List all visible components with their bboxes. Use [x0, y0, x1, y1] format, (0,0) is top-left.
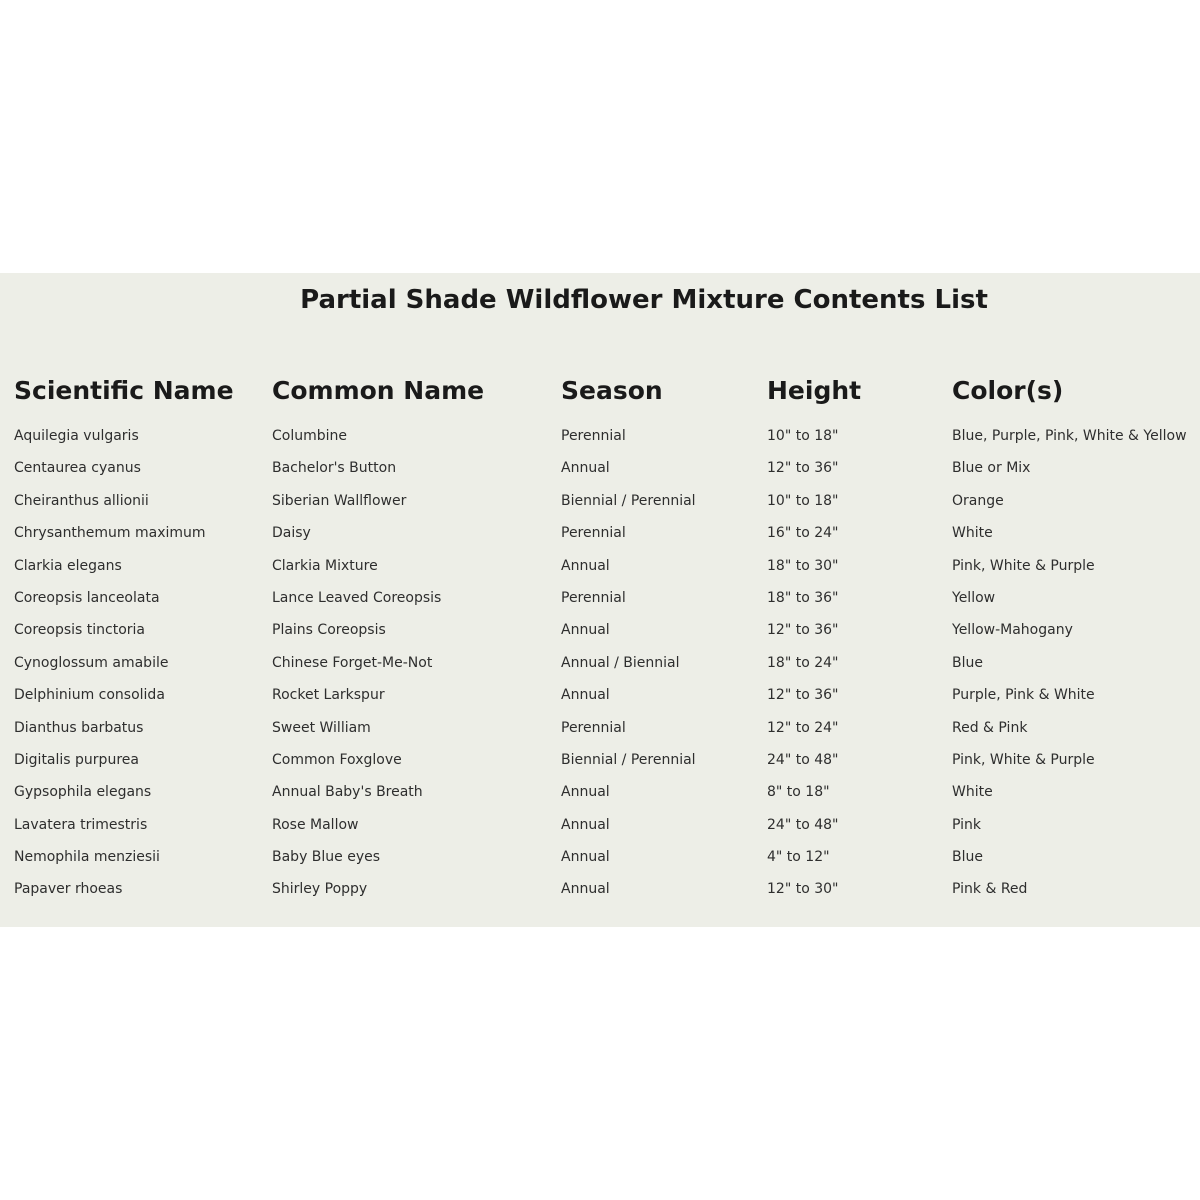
header-common-name: Common Name [272, 376, 485, 405]
cell-season: Biennial / Perennial [561, 492, 696, 509]
cell-colors: Pink [952, 816, 982, 833]
table-row [0, 849, 1200, 881]
cell-height: 8" to 18" [767, 784, 830, 801]
cell-height: 12" to 36" [767, 460, 839, 477]
cell-season: Annual [561, 622, 610, 639]
cell-scientific-name: Clarkia elegans [14, 557, 122, 574]
cell-common-name: Sweet William [272, 719, 371, 736]
table-body [0, 428, 1200, 914]
cell-season: Perennial [561, 428, 626, 444]
cell-season: Annual [561, 687, 610, 704]
cell-common-name: Rocket Larkspur [272, 687, 385, 704]
cell-scientific-name: Coreopsis lanceolata [14, 589, 160, 606]
cell-height: 12" to 36" [767, 687, 839, 704]
cell-common-name: Annual Baby's Breath [272, 784, 423, 801]
header-colors: Color(s) [952, 376, 1064, 405]
table-row [0, 655, 1200, 687]
cell-height: 18" to 36" [767, 589, 839, 606]
cell-scientific-name: Digitalis purpurea [14, 751, 139, 768]
cell-colors: White [952, 525, 993, 542]
cell-height: 24" to 48" [767, 751, 839, 768]
table-row [0, 428, 1200, 460]
cell-scientific-name: Delphinium consolida [14, 687, 165, 704]
cell-height: 16" to 24" [767, 525, 839, 542]
cell-height: 12" to 36" [767, 622, 839, 639]
cell-season: Annual / Biennial [561, 654, 680, 671]
table-row [0, 622, 1200, 654]
cell-season: Perennial [561, 719, 626, 736]
cell-colors: Blue, Purple, Pink, White & Yellow [952, 428, 1187, 444]
cell-colors: Pink, White & Purple [952, 751, 1095, 768]
cell-common-name: Shirley Poppy [272, 881, 368, 898]
cell-season: Annual [561, 460, 610, 477]
table-row [0, 558, 1200, 590]
table-row [0, 881, 1200, 913]
table-row [0, 752, 1200, 784]
cell-scientific-name: Dianthus barbatus [14, 719, 144, 736]
cell-scientific-name: Cheiranthus allionii [14, 492, 149, 509]
cell-height: 12" to 30" [767, 881, 839, 898]
cell-height: 4" to 12" [767, 849, 830, 866]
table-row [0, 525, 1200, 557]
cell-common-name: Siberian Wallflower [272, 492, 407, 509]
cell-height: 10" to 18" [767, 492, 839, 509]
cell-season: Biennial / Perennial [561, 751, 696, 768]
cell-colors: Orange [952, 492, 1004, 509]
cell-common-name: Lance Leaved Coreopsis [272, 589, 442, 606]
cell-colors: Yellow [952, 589, 996, 606]
cell-season: Annual [561, 816, 610, 833]
contents-list-panel [0, 273, 1200, 927]
table-row [0, 817, 1200, 849]
cell-height: 10" to 18" [767, 428, 839, 444]
cell-season: Annual [561, 849, 610, 866]
cell-colors: Pink, White & Purple [952, 557, 1095, 574]
cell-colors: White [952, 784, 993, 801]
cell-scientific-name: Cynoglossum amabile [14, 654, 169, 671]
cell-scientific-name: Coreopsis tinctoria [14, 622, 146, 639]
cell-common-name: Clarkia Mixture [272, 557, 378, 574]
cell-colors: Blue [952, 849, 983, 866]
cell-season: Annual [561, 881, 610, 898]
header-scientific-name: Scientific Name [14, 376, 234, 405]
cell-height: 18" to 30" [767, 557, 839, 574]
cell-common-name: Columbine [272, 428, 348, 444]
cell-season: Perennial [561, 525, 626, 542]
cell-height: 18" to 24" [767, 654, 839, 671]
cell-scientific-name: Papaver rhoeas [14, 881, 123, 898]
cell-height: 12" to 24" [767, 719, 839, 736]
cell-colors: Pink & Red [952, 881, 1028, 898]
cell-colors: Blue [952, 654, 983, 671]
header-season: Season [561, 376, 663, 405]
table-row [0, 687, 1200, 719]
cell-season: Perennial [561, 589, 626, 606]
table-row [0, 720, 1200, 752]
cell-scientific-name: Aquilegia vulgaris [14, 428, 139, 444]
table-row [0, 590, 1200, 622]
cell-colors: Purple, Pink & White [952, 687, 1095, 704]
cell-common-name: Rose Mallow [272, 816, 359, 833]
table-row [0, 784, 1200, 816]
cell-common-name: Bachelor's Button [272, 460, 397, 477]
cell-common-name: Daisy [272, 525, 311, 542]
cell-height: 24" to 48" [767, 816, 839, 833]
cell-scientific-name: Centaurea cyanus [14, 460, 141, 477]
cell-colors: Red & Pink [952, 719, 1028, 736]
cell-common-name: Plains Coreopsis [272, 622, 386, 639]
cell-scientific-name: Chrysanthemum maximum [14, 525, 206, 542]
cell-scientific-name: Lavatera trimestris [14, 816, 148, 833]
cell-common-name: Common Foxglove [272, 751, 402, 768]
cell-scientific-name: Gypsophila elegans [14, 784, 152, 801]
cell-colors: Yellow-Mahogany [952, 622, 1073, 639]
cell-scientific-name: Nemophila menziesii [14, 849, 160, 866]
table-row [0, 493, 1200, 525]
header-height: Height [767, 376, 862, 405]
cell-colors: Blue or Mix [952, 460, 1031, 477]
cell-common-name: Chinese Forget-Me-Not [272, 654, 433, 671]
table-row [0, 460, 1200, 492]
cell-season: Annual [561, 784, 610, 801]
cell-season: Annual [561, 557, 610, 574]
cell-common-name: Baby Blue eyes [272, 849, 381, 866]
page-title: Partial Shade Wildflower Mixture Contents List [300, 285, 988, 315]
